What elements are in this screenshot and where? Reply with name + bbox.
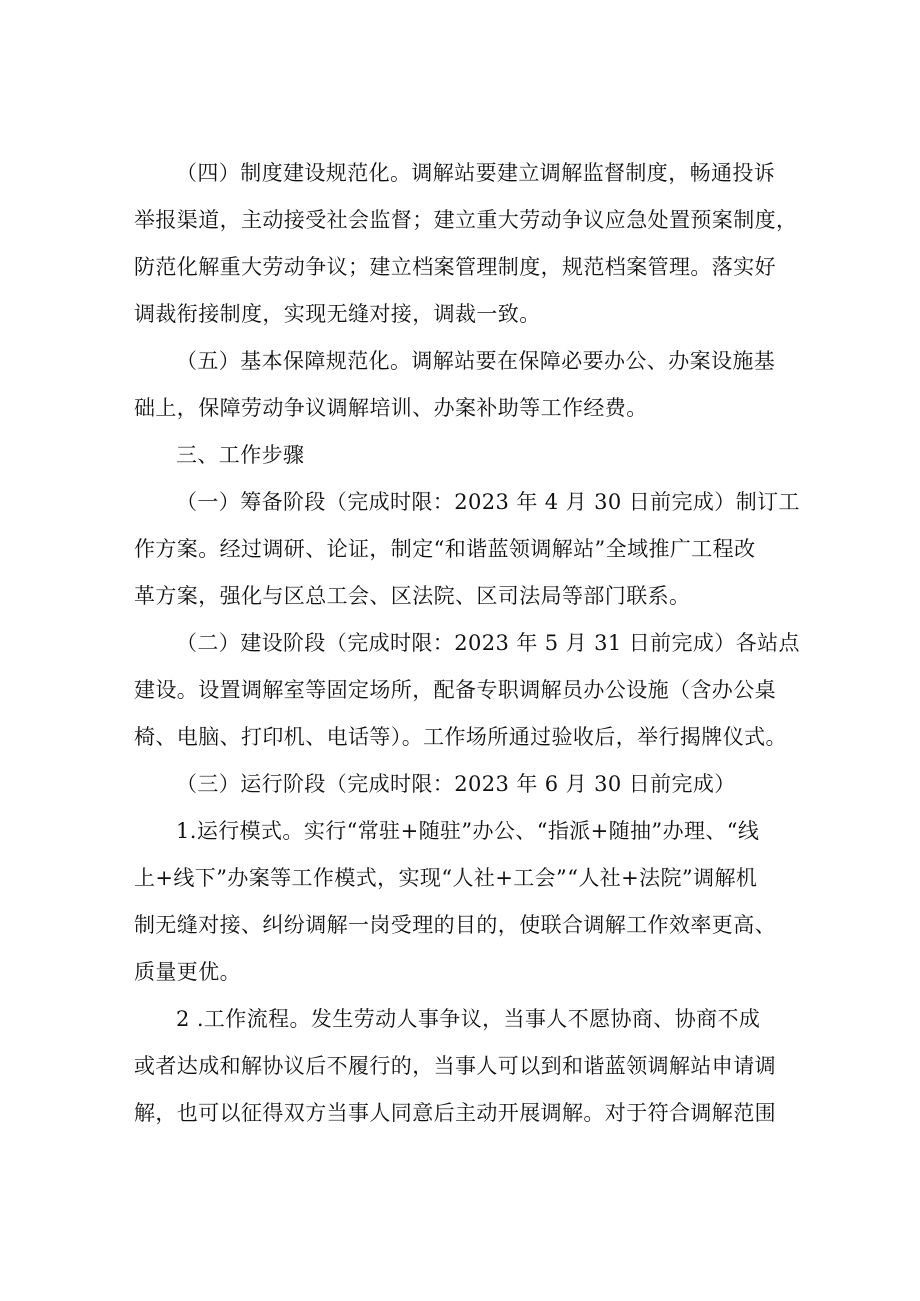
paragraph-4-line-3: 防范化解重大劳动争议；建立档案管理制度，规范档案管理。落实好 (134, 255, 776, 279)
paragraph-5-line-2: 础上，保障劳动争议调解培训、办案补助等工作经费。 (134, 396, 648, 420)
step-1-line-1: （一）筹备阶段（完成时限：2023 年 4 月 30 日前完成）制订工 (176, 490, 800, 514)
paragraph-4-line-1: （四）制度建设规范化。调解站要建立调解监督制度，畅通投诉 (176, 161, 776, 185)
process-line-3: 解，也可以征得双方当事人同意后主动开展调解。对于符合调解范围 (134, 1101, 776, 1125)
step-2-line-3: 椅、电脑、打印机、电话等）。工作场所通过验收后，举行揭牌仪式。 (134, 725, 787, 749)
process-line-1: 2 .工作流程。发生劳动人事争议，当事人不愿协商、协商不成 (176, 1007, 761, 1031)
paragraph-4-line-2: 举报渠道，主动接受社会监督；建立重大劳动争议应急处置预案制度， (134, 208, 798, 232)
process-line-2: 或者达成和解协议后不履行的，当事人可以到和谐蓝领调解站申请调 (134, 1054, 776, 1078)
mode-line-4: 质量更优。 (134, 960, 241, 984)
step-3-line-1: （三）运行阶段（完成时限：2023 年 6 月 30 日前完成） (176, 772, 736, 796)
paragraph-5-line-1: （五）基本保障规范化。调解站要在保障必要办公、办案设施基 (176, 349, 776, 373)
section-heading-work-steps: 三、工作步骤 (176, 443, 305, 467)
mode-line-2: 上+线下”办案等工作模式，实现“人社+工会”“人社+法院”调解机 (134, 866, 758, 890)
paragraph-4-line-4: 调裁衔接制度，实现无缝对接，调裁一致。 (134, 302, 541, 326)
step-1-line-2: 作方案。经过调研、论证，制定“和谐蓝领调解站”全域推广工程改 (134, 537, 756, 561)
step-1-line-3: 革方案，强化与区总工会、区法院、区司法局等部门联系。 (134, 584, 691, 608)
mode-line-3: 制无缝对接、纠纷调解一岗受理的目的，使联合调解工作效率更高、 (134, 913, 776, 937)
mode-line-1: 1.运行模式。实行“常驻+随驻”办公、“指派+随抽”办理、“线 (176, 819, 760, 843)
step-2-line-1: （二）建设阶段（完成时限：2023 年 5 月 31 日前完成）各站点 (176, 631, 800, 655)
step-2-line-2: 建设。设置调解室等固定场所，配备专职调解员办公设施（含办公桌 (134, 678, 776, 702)
document-body (134, 150, 802, 1137)
